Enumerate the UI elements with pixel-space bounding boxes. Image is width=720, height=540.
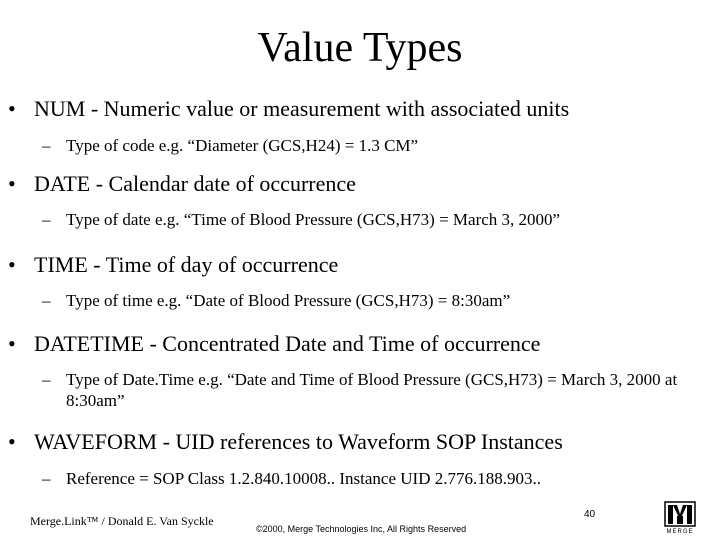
slide-title: Value Types (257, 25, 463, 71)
sub-bullet-text: Type of date e.g. “Time of Blood Pressure (GCS,H73) = March 3, 2000” (66, 210, 561, 229)
bullet-text: DATE - Calendar date of occurrence (34, 171, 356, 196)
sub-bullet-text: Type of code e.g. “Diameter (GCS,H24) = 1.3 CM” (66, 136, 419, 155)
dash-icon: – (42, 210, 51, 229)
bullet-text: NUM - Numeric value or measurement with associated units (34, 96, 570, 121)
dash-icon: – (42, 291, 51, 310)
dash-icon: – (42, 136, 51, 155)
footer-author: Merge.Link™ / Donald E. Van Syckle (30, 514, 214, 528)
bullet-icon: • (8, 429, 16, 454)
bullet-icon: • (8, 331, 16, 356)
sub-bullet-text: Reference = SOP Class 1.2.840.10008.. Instance UID 2.776.188.903.. (66, 469, 541, 488)
bullet-icon: • (8, 96, 16, 121)
logo-wordmark: MERGE (666, 529, 694, 535)
bullet-text: WAVEFORM - UID references to Waveform SOP Instances (34, 429, 563, 454)
bullet-text: TIME - Time of day of occurrence (34, 252, 339, 277)
bullet-icon: • (8, 171, 16, 196)
dash-icon: – (42, 469, 51, 488)
bullet-text: DATETIME - Concentrated Date and Time of occurrence (34, 331, 541, 356)
bullet-icon: • (8, 252, 16, 277)
sub-bullet-text: Type of time e.g. “Date of Blood Pressure (GCS,H73) = 8:30am” (66, 291, 511, 310)
footer-copyright: ©2000, Merge Technologies Inc, All Rights Reserved (256, 524, 467, 534)
dash-icon: – (42, 370, 51, 389)
page-number: 40 (584, 509, 596, 520)
sub-bullet-text: Type of Date.Time e.g. “Date and Time of Blood Pressure (GCS,H73) = March 3, 2000 at 8:30am” (66, 370, 678, 410)
